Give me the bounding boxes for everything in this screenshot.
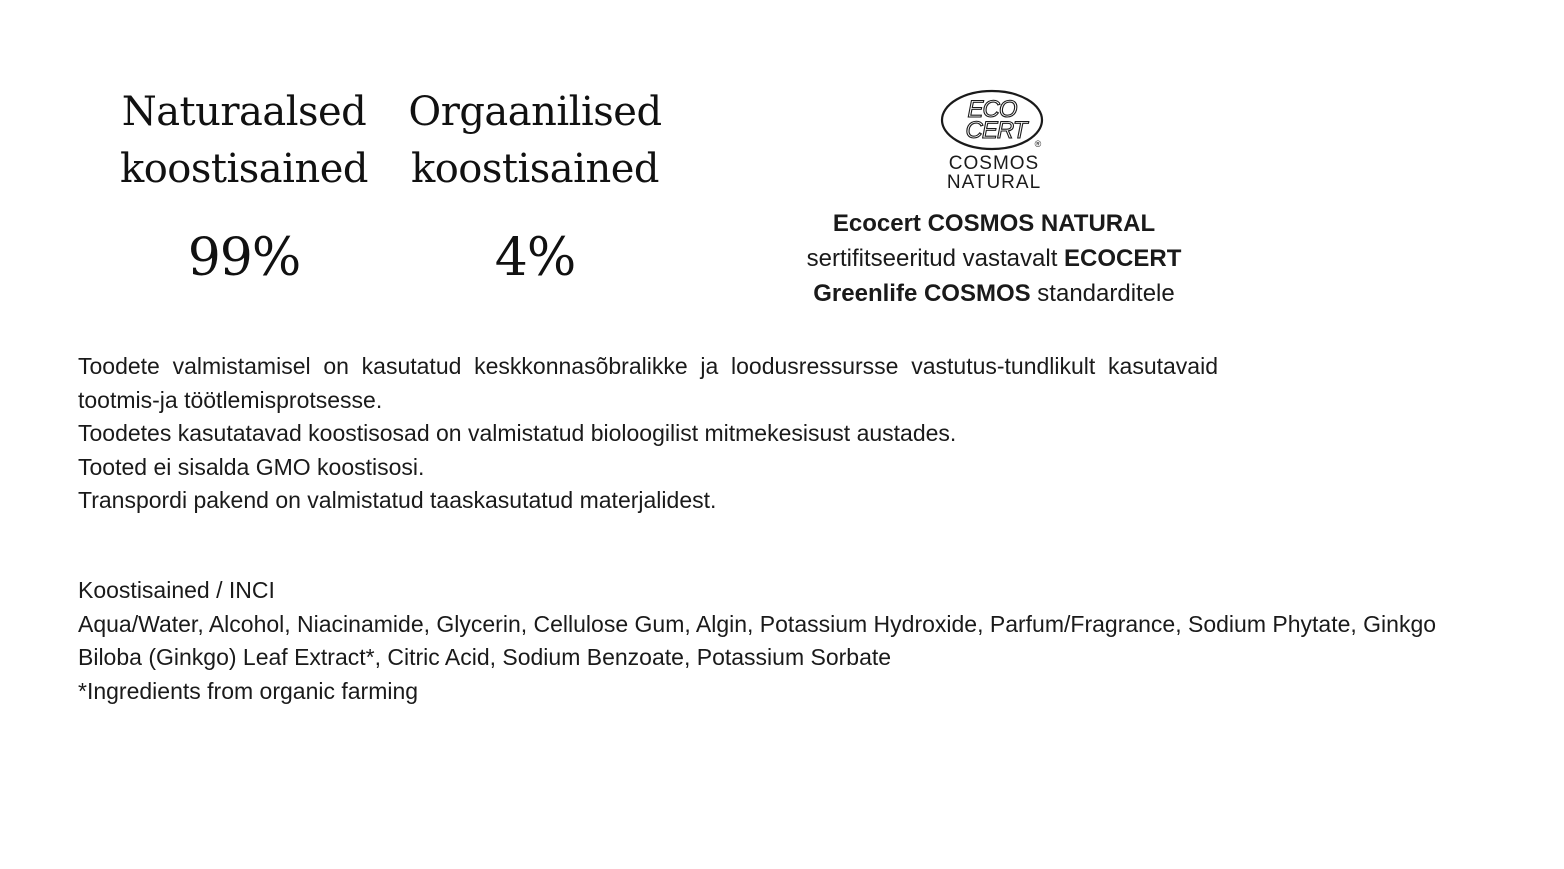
certification-text bbox=[744, 206, 1244, 311]
ingredients-footnote: *Ingredients from organic farming bbox=[78, 677, 419, 704]
natural-ingredients-title bbox=[104, 84, 384, 198]
description-paragraph-1: Toodete valmistamisel on kasutatud keskkonnasõbralikke ja loodusressursse vastutus-tundlikult kasutavaid tootmis-ja töötlemisprotsesse. bbox=[78, 353, 1218, 413]
natural-ingredients-stat bbox=[104, 84, 384, 288]
cert-line-3 bbox=[744, 276, 1244, 311]
organic-ingredients-title bbox=[395, 84, 675, 198]
organic-ingredients-value: 4% bbox=[494, 228, 576, 288]
ecocert-logo bbox=[934, 84, 1054, 194]
cert-line3-bold: Greenlife COSMOS bbox=[813, 280, 1031, 307]
ecocert-logo-natural: NATURAL bbox=[946, 172, 1042, 193]
organic-title-line2: koostisained bbox=[410, 146, 659, 192]
natural-title-line1: Naturaalsed bbox=[121, 89, 367, 135]
cert-line-2 bbox=[744, 241, 1244, 276]
description-section bbox=[78, 350, 1218, 518]
description-paragraph-3: Tooted ei sisalda GMO koostisosi. bbox=[78, 453, 425, 480]
description-paragraph-2: Toodetes kasutatavad koostisosad on valmistatud bioloogilist mitmekesisust austades. bbox=[78, 420, 957, 446]
ecocert-logo-cosmos: COSMOS bbox=[948, 153, 1040, 174]
cert-line1-bold: Ecocert COSMOS NATURAL bbox=[832, 210, 1156, 237]
ecocert-logo-cert: CERT bbox=[965, 117, 1027, 144]
natural-title-line2: koostisained bbox=[119, 146, 368, 192]
organic-title-line1: Orgaanilised bbox=[408, 89, 662, 135]
cert-line2-regular: sertifitseeritud vastavalt bbox=[806, 245, 1065, 272]
organic-ingredients-stat bbox=[395, 84, 675, 288]
cert-line3-regular: standarditele bbox=[1030, 280, 1175, 307]
ingredients-heading: Koostisained / INCI bbox=[78, 577, 275, 603]
certification-block bbox=[744, 84, 1244, 311]
natural-ingredients-value: 99% bbox=[187, 228, 301, 288]
cert-line-1 bbox=[744, 206, 1244, 241]
cert-line2-bold: ECOCERT bbox=[1064, 245, 1182, 272]
ecocert-logo-eco: ECO bbox=[967, 96, 1017, 123]
ingredients-section bbox=[78, 574, 1478, 708]
description-paragraph-4: Transpordi pakend on valmistatud taaskasutatud materjalidest. bbox=[78, 487, 717, 513]
ingredients-list: Aqua/Water, Alcohol, Niacinamide, Glycerin, Cellulose Gum, Algin, Potassium Hydroxide, Parfum/Fragrance, Sodium Phytate, Ginkgo Biloba (Ginkgo) Leaf Extract*, Citric Acid, Sodium Benzoate, Potassium Sorbate bbox=[78, 610, 1437, 670]
ecocert-registered-mark: ® bbox=[1034, 139, 1042, 149]
